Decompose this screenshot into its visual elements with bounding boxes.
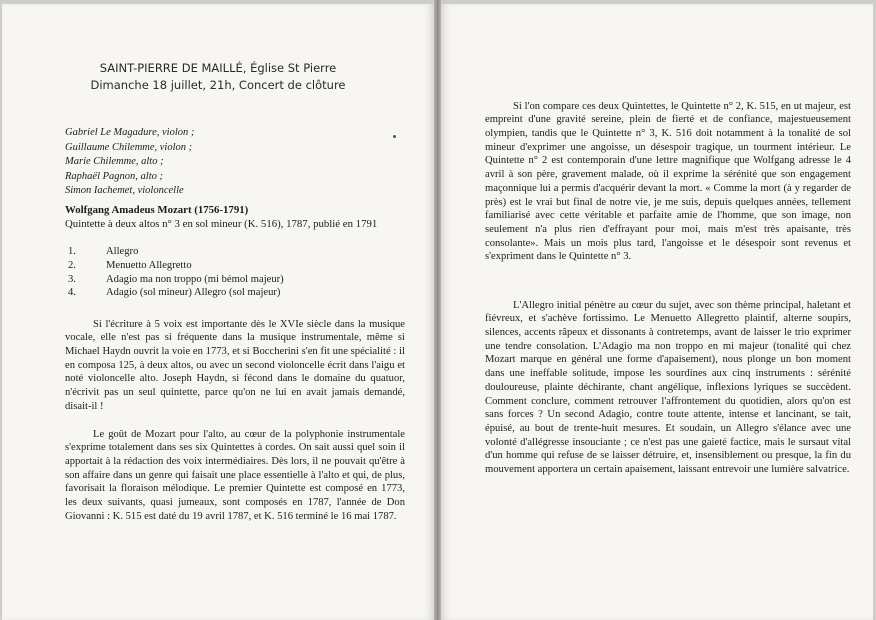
movement-item: [68, 286, 284, 300]
history-paragraph: Le goût de Mozart pour l'alto, au cœur de la polyphonie instrumentale s'exprime totalement dans ses six Quintettes à cordes. On sait aussi quel soin il apportait à la rédaction des voix intermédiaires. Dès lors, il ne pouvait qu'être à son affaire dans un genre qui faisait une place essentielle à l'alto et qui, de plus, favorisait la floraison mélodique. Le premier Quintette est composé en 1773, les deux suivants, quasi jumeaux, sont composés en 1787, l'année de Don Giovanni : K. 515 est daté du 19 avril 1787, et K. 516 terminé le 16 mai 1787.: [65, 428, 405, 522]
right-page: [441, 4, 873, 620]
book-spine: [434, 0, 441, 620]
concert-header: [2, 60, 434, 94]
left-page: [2, 4, 434, 620]
performer: Marie Chilemme, alto ;: [65, 156, 164, 168]
performer: Guillaume Chilemme, violon ;: [65, 141, 193, 153]
movement-title: Adagio ma non troppo (mi bémol majeur): [106, 273, 284, 285]
performer: Simon Iachemet, violoncelle: [65, 185, 184, 197]
movement-number: 4.: [68, 287, 76, 299]
movement-number: 1.: [68, 246, 76, 257]
movement-title: Menuetto Allegretto: [106, 259, 192, 271]
movements-list: [68, 245, 284, 300]
movement-item: [68, 245, 284, 259]
intro-paragraph: Si l'écriture à 5 voix est importante dès le XVIe siècle dans la musique vocale, elle n'est pas si fréquente dans la musique instrumentale, même si Michael Haydn ouvrit la voie en 1773, et si Boccherini s'en fit une spécialité : il en composa 125, à deux altos, ou avec un second violoncelle écrit dans l'aigu et noté violoncelle alto. Joseph Haydn, si fécond dans le domaine du quatuor, n'écrivit pas un seul quintette, parce qu'on ne lui en avait jamais demandé, disait-il !: [65, 318, 405, 412]
performer: Gabriel Le Magadure, violon ;: [65, 127, 195, 138]
venue-line: SAINT-PIERRE DE MAILLÉ, Église St Pierre: [99, 61, 337, 75]
work-title: Quintette à deux altos n° 3 en sol mineur (K. 516), 1787, publié en 1791: [65, 218, 378, 230]
movement-title: Adagio (sol mineur) Allegro (sol majeur): [106, 287, 281, 299]
movement-item: [68, 259, 284, 273]
movement-item: [68, 273, 284, 287]
composer-name: Wolfgang Amadeus Mozart (1756-1791): [65, 204, 249, 216]
performers-list: [65, 126, 194, 199]
performer: Raphaël Pagnon, alto ;: [65, 170, 163, 182]
analysis-paragraph: L'Allegro initial pénètre au cœur du sujet, avec son thème principal, haletant et fiévreux, et s'achève fortissimo. Le Menuetto Allegretto plaintif, alterne soupirs, silences, accents râpeux et dissonants à contretemps, avant de laisser le trio exprimer une tendre consolation. L'Adagio ma non troppo en mi majeur (tonalité qui chez Mozart marque en général une forme d'apaisement), nous plonge un bon moment dans une ineffable solitude, impose les sourdines aux cinq instruments : sérénité douloureuse, plainte déchirante, chant angélique, inflexions lyriques se succèdent. Comment conclure, comment retrouver l'affrontement du quotidien, alors qu'on est sans forces ? Un second Adagio, contre toute attente, intense et lancinant, se tait, épuisé, au bout de trente-huit mesures. Et soudain, un Allegro s'élance avec une volonté d'allégresse insouciante ; ce n'est pas une gaieté factice, mais le sursaut vital d'un homme qui refuse de se laisser détruire, et, insensiblement ou presque, la fin du mouvement apportera un certain apaisement, laissant entrevoir une lumière salvatrice.: [485, 299, 851, 476]
comparison-paragraph: Si l'on compare ces deux Quintettes, le Quintette n° 2, K. 515, en ut majeur, est empreint d'une gravité sereine, plein de fierté et de confiance, majestueusement olympien, tandis que le Quintette n° 3, K. 516 doit notamment à la tonalité de sol mineur d'exprimer une angoisse, un désespoir tragique, un tourment intérieur. Le Quintette n° 2 est contemporain d'une lettre magnifique que Wolfgang adresse le 4 avril à son père, gravement malade, où il exprime la sérénité que son engagement maçonnique lui a permis d'acquérir devant la mort. « Comme la mort (à y regarder de près) est le vrai but final de notre vie, je me suis, depuis quelques années, tellement familiarisé avec cette véritable et parfaite amie de l'homme, que son image, non seulement n'a plus rien d'effrayant pour moi, mais m'est très apaisante, très consolante». Mais un mois plus tard, l'angoisse et le désespoir sont revenus et s'expriment dans le Quintette n° 3.: [485, 100, 851, 263]
movement-title: Allegro: [106, 246, 139, 257]
date-line: Dimanche 18 juillet, 21h, Concert de clôture: [90, 78, 346, 92]
movement-number: 3.: [68, 273, 76, 285]
movement-number: 2.: [68, 259, 76, 271]
print-speck: [393, 135, 396, 138]
